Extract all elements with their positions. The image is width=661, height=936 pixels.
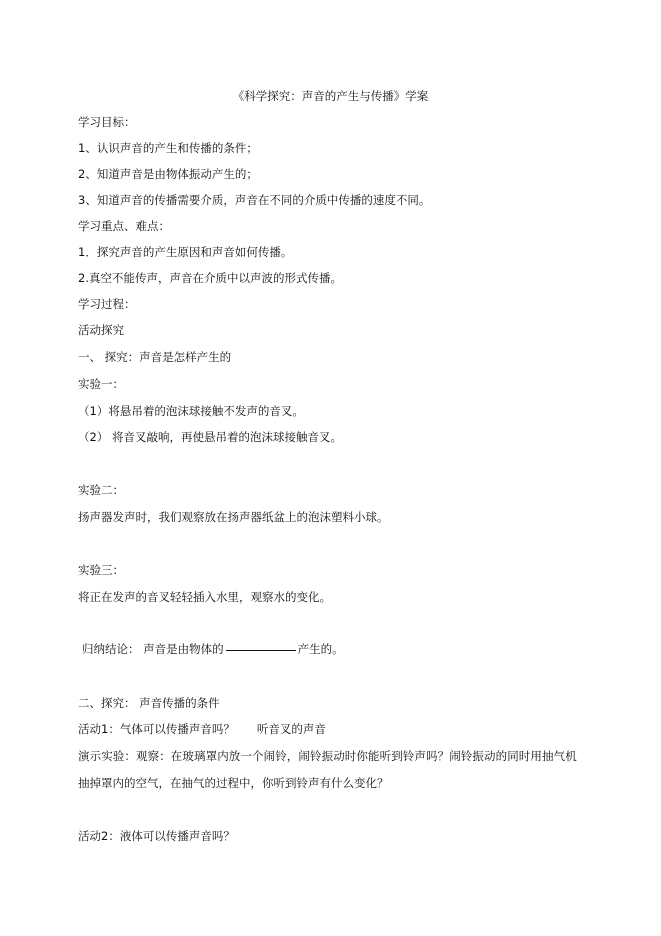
experiment1-title: 实验一： xyxy=(78,377,124,391)
activity1-tail: 听音叉的声音 xyxy=(256,722,326,736)
goal-item-3: 3、知道声音的传播需要介质，声音在不同的介质中传播的速度不同。 xyxy=(78,193,431,207)
activity-heading: 活动探究 xyxy=(78,323,124,337)
key-point-1: 1．探究声音的产生原因和声音如何传播。 xyxy=(78,245,293,259)
activity2-title: 活动2：液体可以传播声音吗？ xyxy=(78,829,235,843)
demo-line-1: 演示实验：观察：在玻璃罩内放一个闹铃，闹铃振动时你能听到铃声吗？闹铃振动的同时用抽气机 xyxy=(78,749,577,763)
activity1-line xyxy=(78,721,326,737)
experiment1-step2: （2） 将音叉敲响，再使悬吊着的泡沫球接触音叉。 xyxy=(78,430,342,444)
goal-item-2: 2、知道声音是由物体振动产生的； xyxy=(78,167,258,181)
part2-title: 二、探究： 声音传播的条件 xyxy=(78,696,220,710)
document-title: 《科学探究：声音的产生与传播》学案 xyxy=(232,89,429,103)
key-points-heading: 学习重点、难点： xyxy=(78,219,170,233)
key-point-2: 2.真空不能传声，声音在介质中以声波的形式传播。 xyxy=(78,271,342,285)
goals-heading: 学习目标： xyxy=(78,115,136,129)
conclusion-line xyxy=(82,641,344,657)
experiment3-title: 实验三： xyxy=(78,563,124,577)
experiment1-step1: （1）将悬吊着的泡沫球接触不发声的音叉。 xyxy=(78,404,304,418)
part1-title: 一、 探究：声音是怎样产生的 xyxy=(78,350,232,364)
experiment3-text: 将正在发声的音叉轻轻插入水里，观察水的变化。 xyxy=(78,590,331,604)
conclusion-prefix: 归纳结论： 声音是由物体的 xyxy=(82,642,224,656)
experiment2-title: 实验二： xyxy=(78,483,124,497)
demo-line-2: 抽掉罩内的空气，在抽气的过程中，你听到铃声有什么变化？ xyxy=(78,776,389,790)
activity1-title: 活动1：气体可以传播声音吗？ xyxy=(78,722,235,736)
conclusion-suffix: 产生的。 xyxy=(297,642,344,656)
process-heading: 学习过程： xyxy=(78,297,136,311)
goal-item-1: 1、认识声音的产生和传播的条件； xyxy=(78,141,258,155)
experiment2-text: 扬声器发声时，我们观察放在扬声器纸盆上的泡沫塑料小球。 xyxy=(78,510,389,524)
conclusion-blank[interactable] xyxy=(226,650,296,651)
